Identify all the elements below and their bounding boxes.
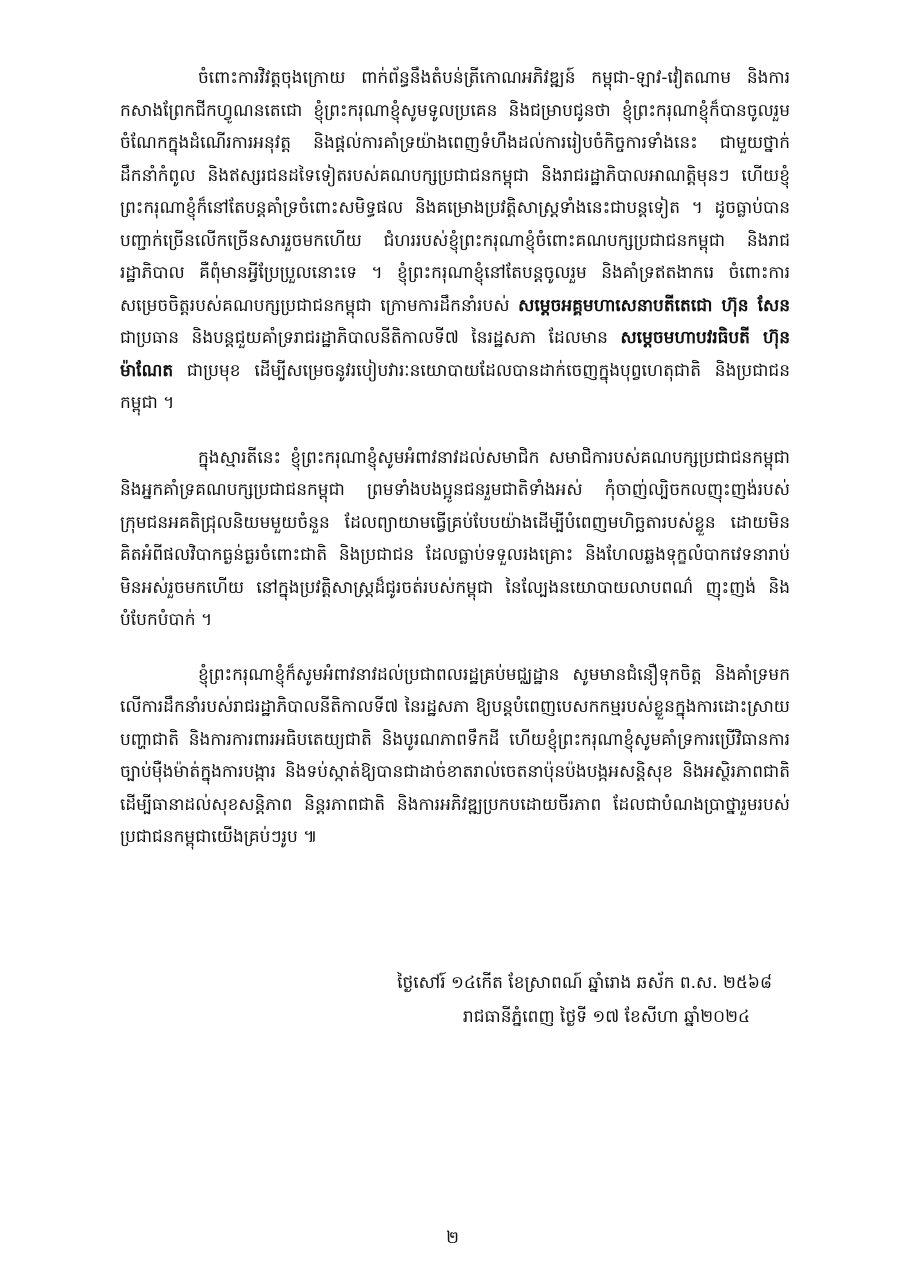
paragraph-text: ក្នុងស្មារតីនេះ ខ្ញុំព្រះករុណាខ្ញុំសូមអំពាវនាវដល់សមាជិក សមាជិការបស់គណបក្សប្រជាជនកម្ពុជា និងអ្នកគាំទ្រគណបក្សប្រជាជនកម្ពុជា ព្រមទាំងបងប្អូនជនរួមជាតិទាំងអស់ កុំចាញ់ល្បិចកលញុះញង់របស់ក្រុមជនអគតិជ្រុលនិយមមួយចំនួន ដែលព្យាយាមធ្វើគ្រប់បែបយ៉ាងដើម្បីបំពេញមហិច្ឆតារបស់ខ្លួន ដោយមិនគិតអំពីផលវិបាកធ្ងន់ធ្ងរចំពោះជាតិ និងប្រជាជន ដែលធ្លាប់ទទួលរងគ្រោះ និងហែលឆ្លងទុក្ខលំបាកវេទនារាប់មិនអស់រួចមកហើយ នៅក្នុងប្រវត្តិសាស្ត្រដ៏ជូរចត់របស់កម្ពុជា នៃល្បែងនយោបាយលាបពណ៌ ញុះញង់ និងបំបែកបំបាក់ ។ (120, 447, 790, 630)
date-block (120, 966, 790, 1034)
bold-name: សម្តេចអគ្គមហាសេនាបតីតេជោ ហ៊ុន សែន (518, 295, 790, 316)
place-and-date: រាជធានីភ្នំពេញ ថ្ងៃទី ១៧ ខែសីហា ឆ្នាំ២០២៤ (462, 1007, 750, 1027)
bold-name: សម្តេចមហាបវរធិបតី ហ៊ុន ម៉ាណែត (120, 328, 791, 381)
paragraph (120, 62, 790, 420)
paragraph (120, 659, 790, 854)
page-number: ២ (446, 1228, 459, 1248)
document-body (120, 62, 790, 876)
paragraph (120, 442, 790, 637)
paragraph-text: ជាប្រមុខ ដើម្បីសម្រេចនូវរបៀបវារៈនយោបាយដែលបានដាក់ចេញក្នុងបុព្វហេតុជាតិ និងប្រជាជនកម្ពុជា ។ (120, 360, 790, 413)
paragraph-text: ចំពោះការវិវត្តចុងក្រោយ ពាក់ព័ន្ធនឹងតំបន់ត្រីកោណអភិវឌ្ឍន៍ កម្ពុជា-ឡាវ-វៀតណាម និងការកសាងព្រែកជីកហ្វូណនតេជោ ខ្ញុំព្រះករុណាខ្ញុំសូមទូលប្រគេន និងជម្រាបជូនថា ខ្ញុំព្រះករុណាខ្ញុំក៏បានចូលរួមចំណែកក្នុងដំណើរការអនុវត្ត និងផ្តល់ការគាំទ្រយ៉ាងពេញទំហឹងដល់ការរៀបចំកិច្ចការទាំងនេះ ជាមួយថ្នាក់ដឹកនាំកំពូល និងឥស្សរជនដទៃទៀតរបស់គណបក្សប្រជាជនកម្ពុជា និងរាជរដ្ឋាភិបាលអាណត្តិមុនៗ ហើយខ្ញុំព្រះករុណាខ្ញុំក៏នៅតែបន្តគាំទ្រចំពោះសមិទ្ធផល និងគម្រោងប្រវត្តិសាស្ត្រទាំងនេះជាបន្តទៀត ។ ដូចធ្លាប់បានបញ្ជាក់ច្រើនលើកច្រើនសាររួចមកហើយ ជំហររបស់ខ្ញុំព្រះករុណាខ្ញុំចំពោះគណបក្សប្រជាជនកម្ពុជា និងរាជរដ្ឋាភិបាល គឺពុំមានអ្វីប្រែប្រួលនោះទេ ។ ខ្ញុំព្រះករុណាខ្ញុំនៅតែបន្តចូលរួម និងគាំទ្រឥតងាករេ ចំពោះការសម្រេចចិត្តរបស់គណបក្សប្រជាជនកម្ពុជា ក្រោមការដឹកនាំរបស់ (120, 68, 790, 316)
lunar-date: ថ្ងៃសៅរ៍ ១៤កើត ខែស្រាពណ៍ ឆ្នាំរោង ឆស័ក ព.ស. ២៥៦៨ (397, 973, 772, 993)
paragraph-text: ខ្ញុំព្រះករុណាខ្ញុំក៏សូមអំពាវនាវដល់ប្រជាពលរដ្ឋគ្រប់មជ្ឈដ្ឋាន សូមមានជំនឿទុកចិត្ត និងគាំទ្រមកលើការដឹកនាំរបស់រាជរដ្ឋាភិបាលនីតិកាលទី៧ នៃរដ្ឋសភា ឱ្យបន្តបំពេញបេសកកម្មរបស់ខ្លួនក្នុងការដោះស្រាយបញ្ហាជាតិ និងការការពារអធិបតេយ្យជាតិ និងបូរណភាពទឹកដី ហើយខ្ញុំព្រះករុណាខ្ញុំសូមគាំទ្រការប្រើវិធានការច្បាប់ម៉ឺងម៉ាត់ក្នុងការបង្ការ និងទប់ស្កាត់ឱ្យបានជាដាច់ខាតរាល់ចេតនាប៉ុនប៉ងបង្កអសន្តិសុខ និងអស្ថិរភាពជាតិ ដើម្បីធានាដល់សុខសន្តិភាព និន្តរភាពជាតិ និងការអភិវឌ្ឍប្រកបដោយចីរភាព ដែលជាបំណងប្រាថ្នារួមរបស់ប្រជាជនកម្ពុជាយើងគ្រប់ៗរូប ៕ (120, 664, 790, 847)
paragraph-text: ជាប្រធាន និងបន្តជួយគាំទ្ររាជរដ្ឋាភិបាលនីតិកាលទី៧ នៃរដ្ឋសភា ដែលមាន (120, 328, 621, 348)
